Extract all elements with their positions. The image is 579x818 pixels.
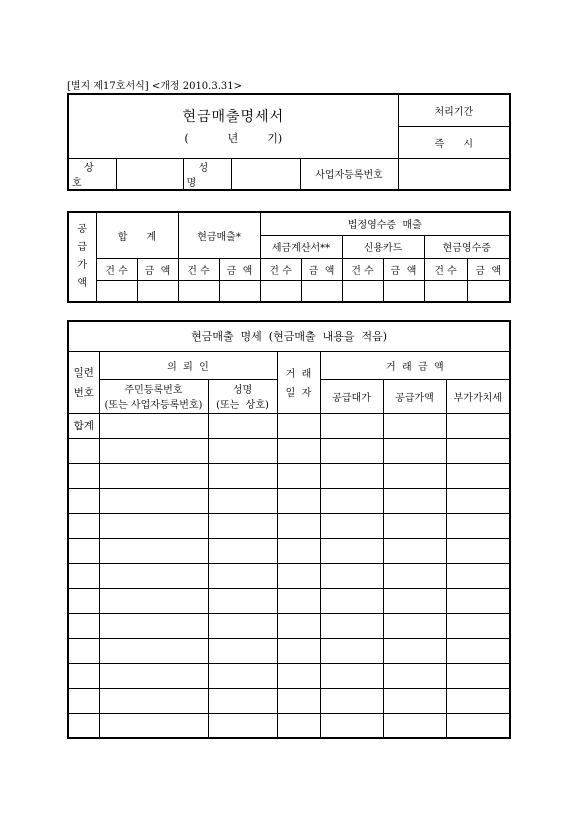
trade-amount-label: 거 래 금 액: [320, 351, 510, 379]
serial-field[interactable]: [68, 488, 99, 513]
form-title-cell: [68, 94, 398, 158]
trade-date-field[interactable]: [277, 663, 320, 688]
detail-row: [68, 488, 510, 513]
biz-no-label: 사업자등록번호: [300, 158, 398, 190]
serial-label: 일련 번호: [68, 351, 99, 413]
receipt-count-field[interactable]: [424, 280, 467, 302]
supply-price-field[interactable]: [320, 663, 383, 688]
card-amount-field[interactable]: [383, 280, 424, 302]
vat-field[interactable]: [446, 463, 510, 488]
total-count-field[interactable]: [96, 280, 137, 302]
client-name-label: 성명 (또는 상호): [208, 379, 277, 413]
tax-invoice-label: 세금계산서**: [260, 235, 342, 258]
supply-value-field[interactable]: [383, 513, 446, 538]
supply-value-field[interactable]: [383, 463, 446, 488]
client-name-field[interactable]: [208, 638, 277, 663]
receipt-count-header: 건 수: [424, 258, 467, 280]
resident-no-field[interactable]: [99, 713, 208, 738]
tax-invoice-amount-field[interactable]: [301, 280, 342, 302]
supply-price-field[interactable]: [320, 513, 383, 538]
serial-field[interactable]: [68, 513, 99, 538]
receipt-amount-header: 금 액: [467, 258, 510, 280]
period-year: 년: [227, 132, 239, 146]
detail-row: [68, 688, 510, 713]
trade-date-field[interactable]: [277, 638, 320, 663]
trade-date-field[interactable]: [277, 588, 320, 613]
supply-value-field[interactable]: [383, 488, 446, 513]
supply-value-field[interactable]: [383, 638, 446, 663]
name-field[interactable]: [231, 158, 300, 190]
supply-price-field[interactable]: [320, 638, 383, 663]
receipt-amount-field[interactable]: [467, 280, 510, 302]
vat-field[interactable]: [446, 688, 510, 713]
company-field[interactable]: [116, 158, 183, 190]
serial-field[interactable]: [68, 713, 99, 738]
total-client-name-field[interactable]: [208, 413, 277, 438]
trade-date-field[interactable]: [277, 463, 320, 488]
cash-amount-header: 금 액: [219, 258, 260, 280]
cash-count-field[interactable]: [178, 280, 219, 302]
form-title: 현금매출명세서: [182, 109, 285, 126]
trade-date-field[interactable]: [277, 713, 320, 738]
vat-field[interactable]: [446, 538, 510, 563]
cash-sales-label: 현금매출*: [178, 212, 260, 258]
cash-count-header: 건 수: [178, 258, 219, 280]
resident-no-field[interactable]: [99, 438, 208, 463]
vat-field[interactable]: [446, 563, 510, 588]
supply-price-field[interactable]: [320, 463, 383, 488]
resident-no-field[interactable]: [99, 588, 208, 613]
detail-title: 현금매출 명세 (현금매출 내용을 적음): [68, 321, 510, 351]
client-name-field[interactable]: [208, 688, 277, 713]
supply-value-field[interactable]: [383, 563, 446, 588]
vat-label: 부가가치세: [446, 379, 510, 413]
processing-value: 즉 시: [398, 126, 510, 158]
total-resident-no-field[interactable]: [99, 413, 208, 438]
total-label: 합 계: [96, 212, 178, 258]
total-supply-price-field[interactable]: [320, 413, 383, 438]
resident-no-field[interactable]: [99, 488, 208, 513]
header-table: [67, 93, 511, 191]
resident-no-field[interactable]: [99, 663, 208, 688]
detail-row: [68, 438, 510, 463]
supply-price-field[interactable]: [320, 688, 383, 713]
detail-row: [68, 513, 510, 538]
period-line: [69, 130, 398, 146]
detail-row: [68, 663, 510, 688]
client-name-field[interactable]: [208, 488, 277, 513]
total-count-header: 건 수: [96, 258, 137, 280]
supply-price-field[interactable]: [320, 613, 383, 638]
name-label: 성 명: [183, 158, 231, 190]
card-count-header: 건 수: [342, 258, 383, 280]
vat-field[interactable]: [446, 713, 510, 738]
serial-field[interactable]: [68, 588, 99, 613]
trade-date-field[interactable]: [277, 513, 320, 538]
client-name-field[interactable]: [208, 588, 277, 613]
serial-field[interactable]: [68, 463, 99, 488]
serial-field[interactable]: [68, 538, 99, 563]
credit-card-label: 신용카드: [342, 235, 424, 258]
tax-invoice-count-field[interactable]: [260, 280, 301, 302]
card-count-field[interactable]: [342, 280, 383, 302]
client-name-field[interactable]: [208, 563, 277, 588]
supply-price-field[interactable]: [320, 488, 383, 513]
supply-value-field[interactable]: [383, 613, 446, 638]
supply-value-field[interactable]: [383, 538, 446, 563]
serial-field[interactable]: [68, 638, 99, 663]
trade-date-field[interactable]: [277, 488, 320, 513]
resident-no-field[interactable]: [99, 563, 208, 588]
cash-amount-field[interactable]: [219, 280, 260, 302]
client-name-field[interactable]: [208, 513, 277, 538]
legal-receipt-label: 법정영수증 매출: [260, 212, 510, 235]
trade-date-label: 거 래 일 자: [277, 351, 320, 413]
serial-field[interactable]: [68, 438, 99, 463]
client-label: 의 뢰 인: [99, 351, 277, 379]
trade-date-field[interactable]: [277, 563, 320, 588]
client-name-field[interactable]: [208, 438, 277, 463]
supply-price-field[interactable]: [320, 538, 383, 563]
trade-date-field[interactable]: [277, 688, 320, 713]
trade-date-field[interactable]: [277, 613, 320, 638]
resident-no-field[interactable]: [99, 463, 208, 488]
detail-row: [68, 713, 510, 738]
detail-row: [68, 538, 510, 563]
biz-no-field[interactable]: [398, 158, 510, 190]
supply-price-label: 공급대가: [320, 379, 383, 413]
detail-row: [68, 638, 510, 663]
total-amount-header: 금 액: [137, 258, 178, 280]
detail-row: [68, 613, 510, 638]
supply-value-field[interactable]: [383, 688, 446, 713]
trade-date-field[interactable]: [277, 538, 320, 563]
tax-invoice-count-header: 건 수: [260, 258, 301, 280]
supply-value-field[interactable]: [383, 588, 446, 613]
supply-price-field[interactable]: [320, 563, 383, 588]
client-name-field[interactable]: [208, 613, 277, 638]
vat-field[interactable]: [446, 513, 510, 538]
supply-value-side-label: 공 급 가 액: [68, 212, 96, 302]
vat-field[interactable]: [446, 488, 510, 513]
vat-field[interactable]: [446, 588, 510, 613]
detail-row: [68, 588, 510, 613]
period-quarter: 기): [267, 132, 283, 146]
resident-no-field[interactable]: [99, 638, 208, 663]
serial-field[interactable]: [68, 563, 99, 588]
trade-date-field[interactable]: [277, 438, 320, 463]
vat-field[interactable]: [446, 438, 510, 463]
tax-invoice-amount-header: 금 액: [301, 258, 342, 280]
resident-no-field[interactable]: [99, 513, 208, 538]
vat-field[interactable]: [446, 638, 510, 663]
resident-no-field[interactable]: [99, 688, 208, 713]
supply-value-field[interactable]: [383, 713, 446, 738]
total-row-label: 합계: [68, 413, 99, 438]
supply-value-field[interactable]: [383, 663, 446, 688]
summary-table: [67, 211, 511, 303]
detail-row: [68, 563, 510, 588]
vat-field[interactable]: [446, 613, 510, 638]
serial-field[interactable]: [68, 688, 99, 713]
detail-table: [67, 320, 511, 739]
supply-price-field[interactable]: [320, 438, 383, 463]
vat-field[interactable]: [446, 663, 510, 688]
total-supply-value-field[interactable]: [383, 413, 446, 438]
client-name-field[interactable]: [208, 663, 277, 688]
resident-no-field[interactable]: [99, 538, 208, 563]
client-name-field[interactable]: [208, 463, 277, 488]
resident-no-label: 주민등록번호 (또는 사업자등록번호): [99, 379, 208, 413]
resident-no-field[interactable]: [99, 613, 208, 638]
company-label: 상 호: [68, 158, 116, 190]
supply-value-field[interactable]: [383, 438, 446, 463]
period-open: (: [184, 132, 189, 146]
total-trade-date-field[interactable]: [277, 413, 320, 438]
total-vat-field[interactable]: [446, 413, 510, 438]
supply-value-label: 공급가액: [383, 379, 446, 413]
serial-field[interactable]: [68, 613, 99, 638]
total-amount-field[interactable]: [137, 280, 178, 302]
detail-row: [68, 463, 510, 488]
serial-field[interactable]: [68, 663, 99, 688]
client-name-field[interactable]: [208, 713, 277, 738]
form-reference: [별지 제17호서식] <개정 2010.3.31>: [67, 81, 242, 92]
client-name-field[interactable]: [208, 538, 277, 563]
card-amount-header: 금 액: [383, 258, 424, 280]
processing-label: 처리기간: [398, 94, 510, 126]
cash-receipt-label: 현금영수증: [424, 235, 510, 258]
supply-price-field[interactable]: [320, 588, 383, 613]
supply-price-field[interactable]: [320, 713, 383, 738]
